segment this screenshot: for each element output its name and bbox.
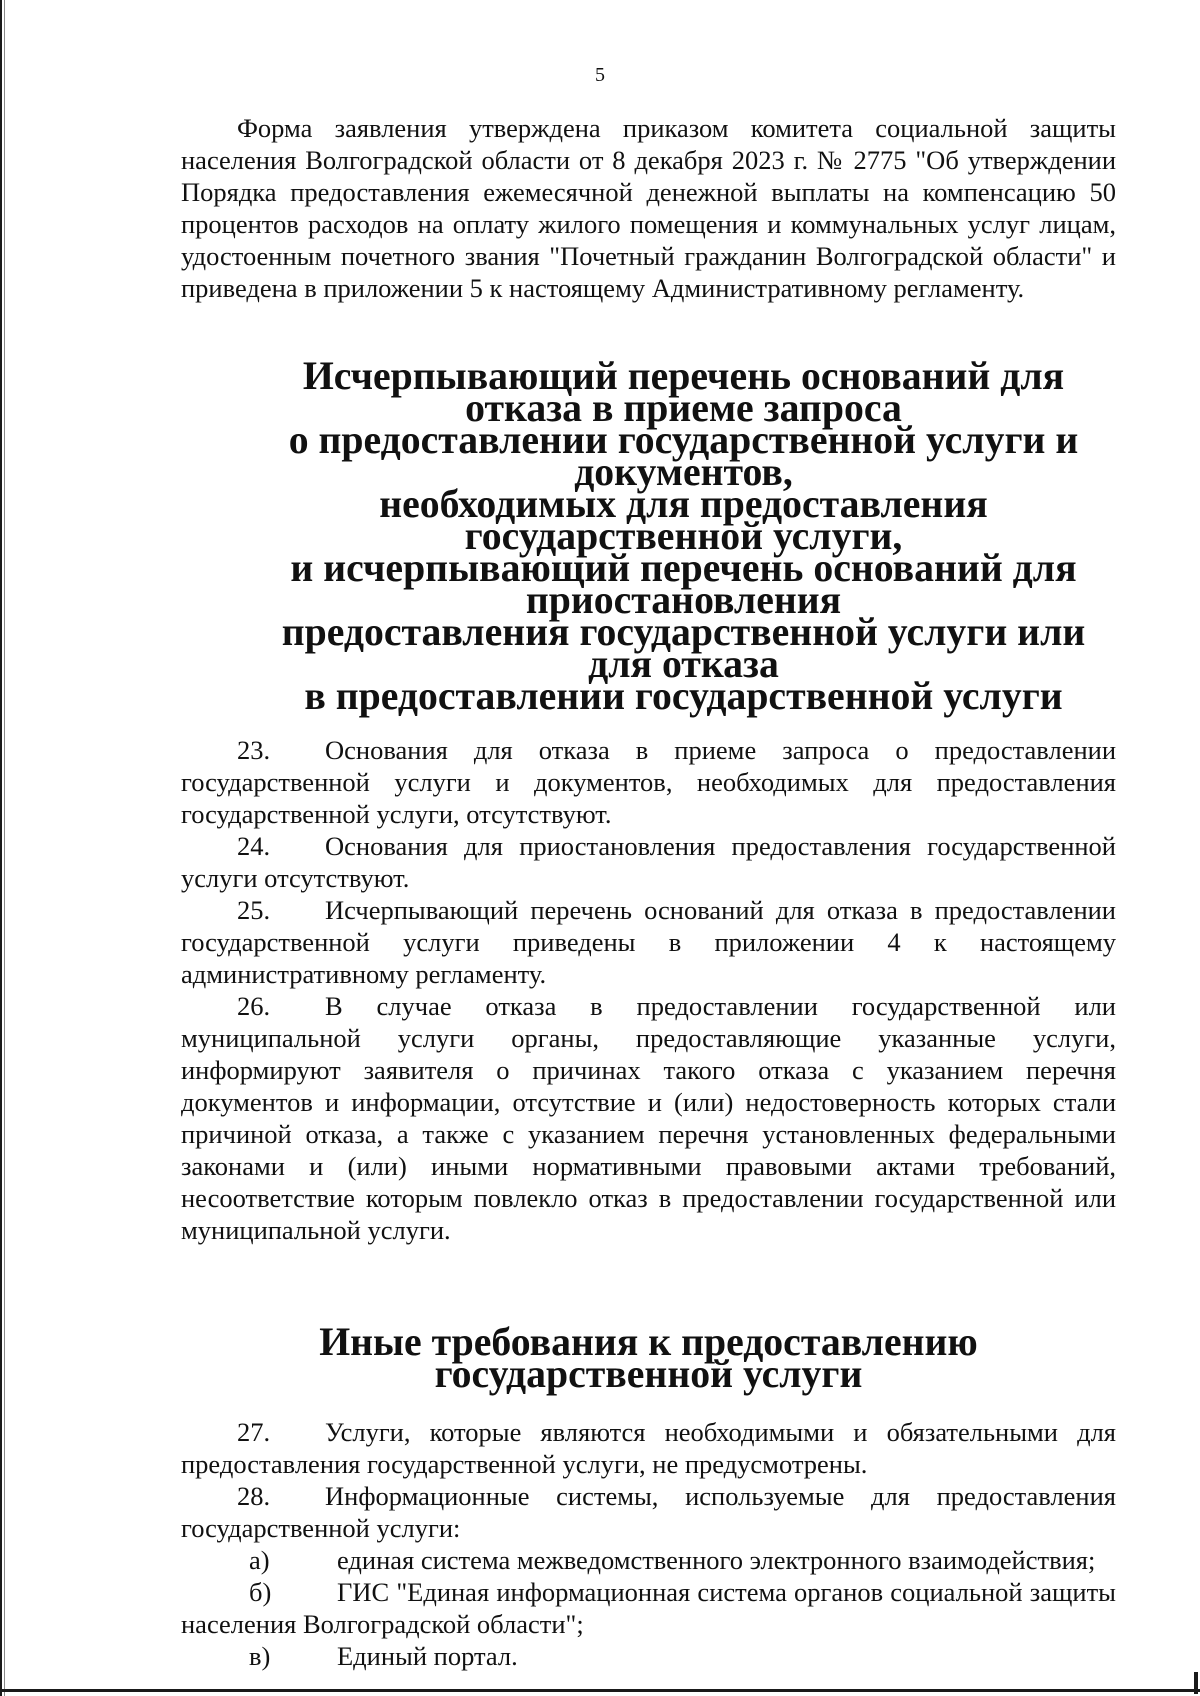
clause-26	[181, 990, 1116, 1246]
subclause-letter: а)	[249, 1545, 270, 1575]
scan-edge-bottom	[0, 1689, 1200, 1692]
heading-line: необходимых для предоставления государственной услуги,	[379, 482, 988, 558]
clause-25	[181, 894, 1116, 990]
heading-line: в предоставлении государственной услуги	[304, 674, 1063, 718]
clause-24	[181, 830, 1116, 894]
subclause-text: ГИС "Единая информационная система органов социальной защиты населения Волгоградской области";	[181, 1577, 1116, 1639]
subclause-text: единая система межведомственного электронного взаимодействия;	[337, 1545, 1096, 1575]
subclause-v	[181, 1640, 1116, 1672]
clause-number: 25.	[237, 895, 271, 925]
clause-number: 24.	[237, 831, 271, 861]
subclause-letter: в)	[249, 1641, 271, 1671]
page-number: 5	[595, 64, 605, 86]
subclause-letter: б)	[249, 1577, 272, 1607]
section-heading-refusal-grounds	[181, 354, 1116, 718]
clause-27	[181, 1416, 1116, 1480]
clause-text: Исчерпывающий перечень оснований для отказа в предоставлении государственной услуги приведены в приложении 4 к настоящему административному регламенту.	[181, 895, 1116, 989]
clause-text: Информационные системы, используемые для предоставления государственной услуги:	[181, 1481, 1116, 1543]
scan-edge-corner	[1194, 1672, 1198, 1694]
clause-28	[181, 1480, 1116, 1544]
heading-line: предоставления государственной услуги или для отказа	[281, 610, 1086, 686]
section-heading-other-requirements: Иные требования к предоставлению государственной услуги	[319, 1320, 978, 1396]
heading-line: Исчерпывающий перечень оснований для отказа в приеме запроса	[302, 354, 1065, 430]
heading-line: о предоставлении государственной услуги и документов,	[288, 418, 1079, 494]
clause-text: Услуги, которые являются необходимыми и обязательными для предоставления государственной услуги, не предусмотрены.	[181, 1417, 1116, 1479]
clause-text: В случае отказа в предоставлении государственной или муниципальной услуги органы, предоставляющие указанные услуги, информируют заявителя о причинах такого отказа с указанием перечня документов и информации, отсутствие и (или) недостоверность которых стали причиной отказа, а также с указанием перечня установленных федеральными законами и (или) иными нормативными правовыми актами требований, несоответствие которым повлекло отказ в предоставлении государственной или муниципальной услуги.	[181, 991, 1116, 1245]
clause-number: 28.	[237, 1481, 271, 1511]
subclause-b	[181, 1576, 1116, 1640]
document-body	[181, 112, 1116, 1672]
intro-paragraph: Форма заявления утверждена приказом комитета социальной защиты населения Волгоградской области от 8 декабря 2023 г. № 2775 "Об утверждении Порядка предоставления ежемесячной денежной выплаты на компенсацию 50 процентов расходов на оплату жилого помещения и коммунальных услуг лицам, удостоенным почетного звания "Почетный гражданин Волгоградской области" и приведена в приложении 5 к настоящему Административному регламенту.	[181, 113, 1116, 303]
clause-number: 27.	[237, 1417, 271, 1447]
clause-23	[181, 734, 1116, 830]
clause-text: Основания для отказа в приеме запроса о предоставлении государственной услуги и документов, необходимых для предоставления государственной услуги, отсутствуют.	[181, 735, 1116, 829]
clause-text: Основания для приостановления предоставления государственной услуги отсутствуют.	[181, 831, 1116, 893]
clause-number: 23.	[237, 735, 271, 765]
clause-number: 26.	[237, 991, 271, 1021]
scan-edge-shadow	[4, 0, 5, 1696]
heading-line: и исчерпывающий перечень оснований для приостановления	[290, 546, 1077, 622]
subclause-text: Единый портал.	[337, 1641, 518, 1671]
scan-edge-left	[0, 0, 2, 1696]
subclause-a	[181, 1544, 1116, 1576]
